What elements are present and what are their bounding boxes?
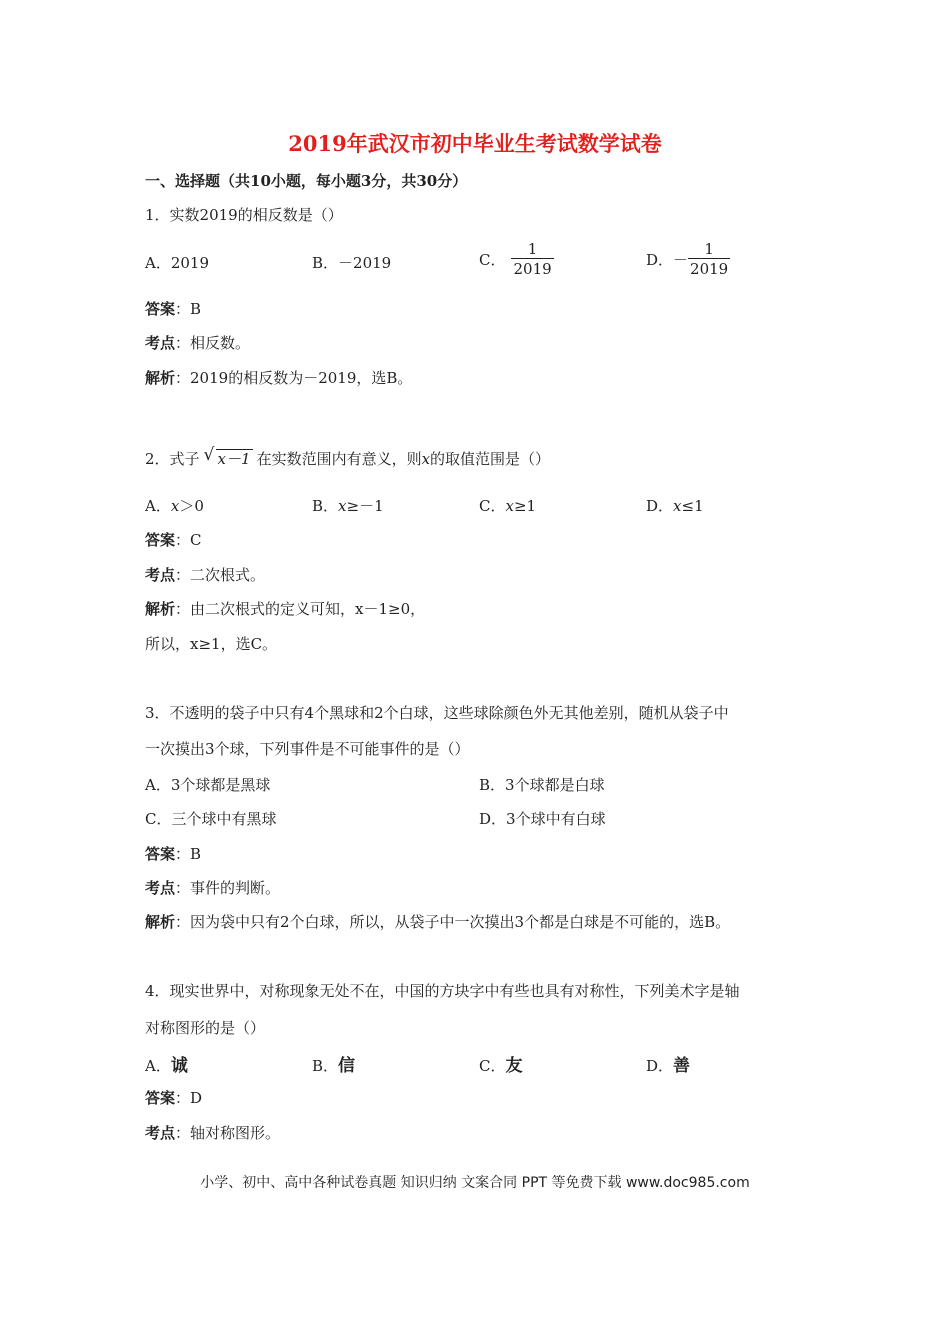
q3-analysis <box>145 911 730 932</box>
q2-d-rest: ≤1 <box>681 497 704 515</box>
q1-option-d-fraction <box>688 240 730 279</box>
q3-stem-line2: 一次摸出3个球，下列事件是不可能事件的是（） <box>145 740 470 758</box>
q3-option-b: B．3个球都是白球 <box>479 776 605 794</box>
answer-label: 答案 <box>145 531 176 549</box>
q2-stem-var: x <box>421 450 431 468</box>
answer-label: 答案 <box>145 1089 176 1107</box>
q2-option-d <box>646 495 704 516</box>
q3-option-a: A．3个球都是黑球 <box>145 776 271 794</box>
q2-option-a <box>145 495 204 516</box>
q3-stem-line1: 3．不透明的袋子中只有4个黑球和2个白球，这些球除颜色外无其他差别，随机从袋子中 <box>145 704 729 722</box>
sqrt-sign-icon: √ <box>203 445 215 465</box>
q2-point <box>145 564 265 585</box>
q4-option-c <box>479 1051 522 1076</box>
q1-d-numerator: 1 <box>704 240 714 258</box>
section-heading: 一、选择题（共10小题，每小题3分，共30分） <box>145 172 468 190</box>
q2-d-var: x <box>673 497 682 515</box>
q3-point <box>145 877 280 898</box>
q3-analysis-value: ：因为袋中只有2个白球，所以，从袋子中一次摸出3个都是白球是不可能的，选B。 <box>175 913 731 931</box>
q2-analysis <box>145 598 425 619</box>
q2-stem <box>145 445 551 469</box>
q1-d-denominator: 2019 <box>690 260 729 278</box>
q1-option-d <box>646 240 730 279</box>
point-label: 考点 <box>145 1124 176 1142</box>
q4-a-char: 诚 <box>170 1056 188 1076</box>
point-label: 考点 <box>145 334 176 352</box>
q2-b-prefix: B． <box>312 497 339 515</box>
q4-b-char: 信 <box>338 1056 356 1076</box>
q4-d-char: 善 <box>673 1056 691 1076</box>
q2-analysis-value: ：由二次根式的定义可知，x－1≥0， <box>175 600 426 618</box>
q3-option-d: D．3个球中有白球 <box>479 810 606 828</box>
q1-answer <box>145 298 201 319</box>
q4-b-prefix: B． <box>312 1057 339 1075</box>
q1-option-b: B．－2019 <box>312 254 392 272</box>
q2-option-c <box>479 495 536 516</box>
q1-option-d-prefix: D． <box>646 251 674 269</box>
q2-option-b <box>312 495 384 516</box>
q2-a-var: x <box>170 497 180 515</box>
q2-a-rest: ＞0 <box>179 497 204 515</box>
q2-c-var: x <box>505 497 514 515</box>
q1-analysis-value: ：2019的相反数为－2019，选B。 <box>175 369 413 387</box>
q3-option-c: C．三个球中有黑球 <box>145 810 277 828</box>
q4-point-value: ：轴对称图形。 <box>175 1124 281 1142</box>
q2-d-prefix: D． <box>646 497 674 515</box>
answer-label: 答案 <box>145 845 176 863</box>
footer-text: 小学、初中、高中各种试卷真题 知识归纳 文案合同 PPT 等免费下载 www.doc985.com <box>200 1175 750 1191</box>
q4-c-char: 友 <box>505 1056 523 1076</box>
q2-answer-value: ：C <box>175 531 202 549</box>
q1-answer-value: ：B <box>175 300 202 318</box>
q2-a-prefix: A． <box>145 497 171 515</box>
q4-stem-line1: 4．现实世界中，对称现象无处不在，中国的方块字中有些也具有对称性，下列美术字是轴 <box>145 982 740 1000</box>
q2-point-value: ：二次根式。 <box>175 566 266 584</box>
q2-c-prefix: C． <box>479 497 506 515</box>
q2-b-rest: ≥－1 <box>346 497 384 515</box>
q3-answer <box>145 843 201 864</box>
page-title: 2019年武汉市初中毕业生考试数学试卷 <box>288 131 662 156</box>
q2-c-rest: ≥1 <box>513 497 537 515</box>
q4-c-prefix: C． <box>479 1057 506 1075</box>
q1-point-value: ：相反数。 <box>175 334 251 352</box>
q4-answer <box>145 1087 202 1108</box>
q4-a-prefix: A． <box>145 1057 171 1075</box>
q2-sqrt-expression <box>203 445 253 469</box>
q1-c-denominator: 2019 <box>513 260 552 278</box>
q2-stem-mid: 在实数范围内有意义，则 <box>256 450 422 468</box>
q4-option-b <box>312 1051 355 1076</box>
q2-b-var: x <box>338 497 347 515</box>
q2-radicand: x－1 <box>217 450 251 468</box>
q3-point-value: ：事件的判断。 <box>175 879 281 897</box>
q1-option-c-fraction <box>511 240 553 279</box>
point-label: 考点 <box>145 879 176 897</box>
analysis-label: 解析 <box>145 369 176 387</box>
q4-point <box>145 1122 280 1143</box>
q2-stem-post: 的取值范围是（） <box>430 450 551 468</box>
q4-option-a <box>145 1051 188 1076</box>
analysis-label: 解析 <box>145 913 176 931</box>
q1-stem: 1．实数2019的相反数是（） <box>145 206 343 224</box>
q1-c-numerator: 1 <box>527 240 538 258</box>
q1-option-c-prefix: C． <box>479 251 506 269</box>
q4-option-d <box>646 1051 690 1076</box>
q1-option-d-sign: － <box>673 251 689 269</box>
q1-option-a: A．2019 <box>145 254 210 272</box>
q4-answer-value: ：D <box>175 1089 203 1107</box>
q1-point <box>145 332 250 353</box>
q1-option-c <box>479 240 554 279</box>
point-label: 考点 <box>145 566 176 584</box>
q2-stem-pre: 2．式子 <box>145 450 200 468</box>
answer-label: 答案 <box>145 300 176 318</box>
q1-analysis <box>145 367 412 388</box>
analysis-label: 解析 <box>145 600 176 618</box>
q4-stem-line2: 对称图形的是（） <box>145 1019 266 1037</box>
q3-answer-value: ：B <box>175 845 202 863</box>
q2-answer <box>145 529 202 550</box>
q2-analysis-line2: 所以，x≥1，选C。 <box>145 635 278 653</box>
q4-d-prefix: D． <box>646 1057 674 1075</box>
